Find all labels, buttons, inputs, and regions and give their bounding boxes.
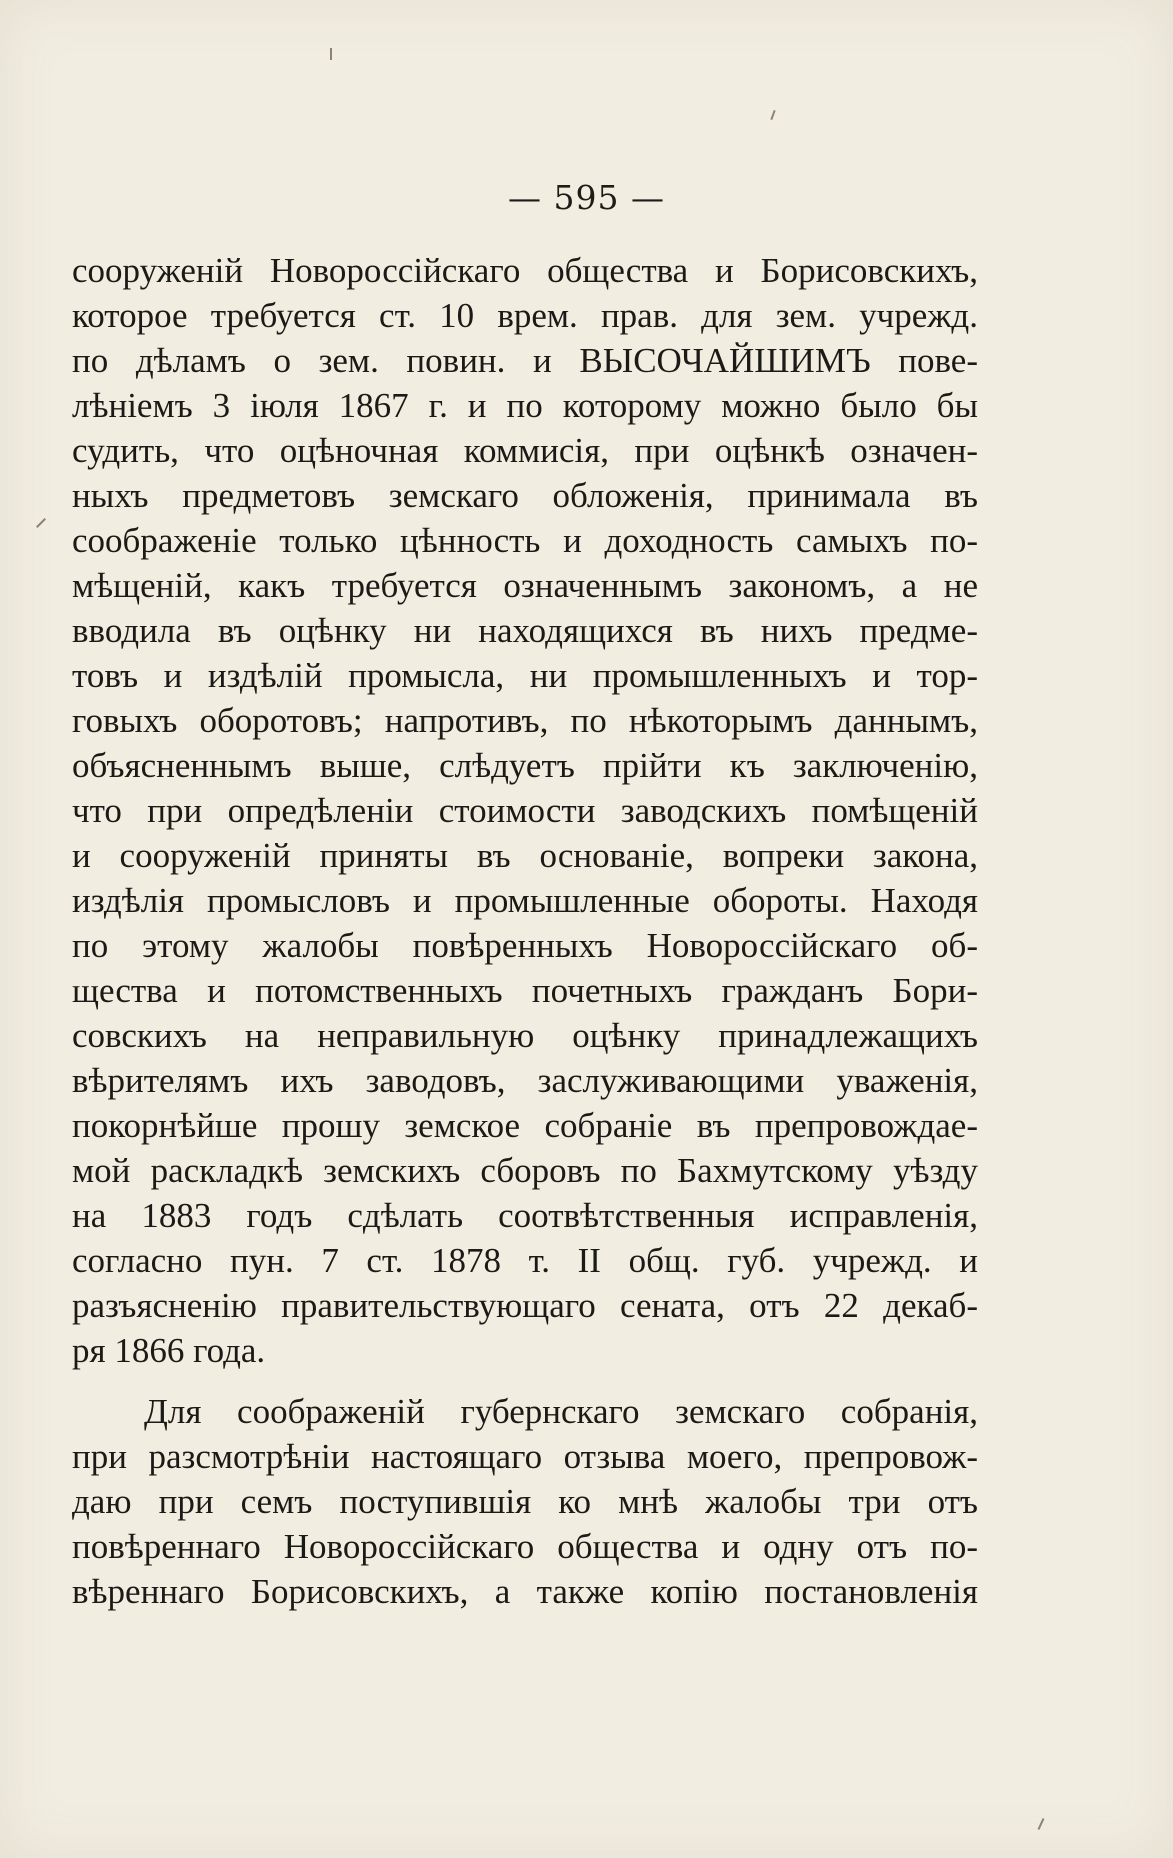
text-line: по дѣламъ о зем. повин. и ВЫСОЧАЙШИМЪ пове- bbox=[72, 341, 978, 380]
text-line: судить, что оцѣночная коммисія, при оцѣнкѣ означен- bbox=[72, 431, 978, 470]
stray-mark bbox=[770, 110, 775, 120]
stray-mark bbox=[1038, 1818, 1045, 1830]
paragraph-2 bbox=[72, 1389, 978, 1614]
text-line: которое требуется ст. 10 врем. прав. для зем. учрежд. bbox=[72, 296, 978, 335]
text-line: при разсмотрѣніи настоящаго отзыва моего, препровож- bbox=[72, 1437, 978, 1476]
stray-mark bbox=[330, 48, 332, 60]
body-text bbox=[72, 248, 978, 1614]
text-line: и сооруженій приняты въ основаніе, вопреки закона, bbox=[72, 836, 978, 875]
text-line: повѣреннаго Новороссійскаго общества и одну отъ по- bbox=[72, 1527, 978, 1566]
text-line: лѣніемъ 3 іюля 1867 г. и по которому можно было бы bbox=[72, 386, 978, 425]
text-line: мѣщеній, какъ требуется означеннымъ закономъ, а не bbox=[72, 566, 978, 605]
page-number: — 595 — bbox=[508, 178, 665, 217]
text-line: что при опредѣленіи стоимости заводскихъ помѣщеній bbox=[72, 791, 978, 830]
text-line: даю при семъ поступившія ко мнѣ жалобы три отъ bbox=[72, 1482, 978, 1521]
text-line: говыхъ оборотовъ; напротивъ, по нѣкоторымъ даннымъ, bbox=[72, 701, 978, 740]
text-line: ря 1866 года. bbox=[72, 1331, 266, 1370]
text-line: совскихъ на неправильную оцѣнку принадлежащихъ bbox=[72, 1016, 978, 1055]
text-line: объясненнымъ выше, слѣдуетъ прійти къ заключенію, bbox=[72, 746, 978, 785]
text-line: вводила въ оцѣнку ни находящихся въ нихъ предме- bbox=[72, 611, 978, 650]
text-line: щества и потомственныхъ почетныхъ гражданъ Бори- bbox=[72, 971, 978, 1010]
text-line: мой раскладкѣ земскихъ сборовъ по Бахмутскому уѣзду bbox=[72, 1151, 978, 1190]
text-line: соображеніе только цѣнность и доходность самыхъ по- bbox=[72, 521, 978, 560]
text-line: согласно пун. 7 ст. 1878 т. II общ. губ. учрежд. и bbox=[72, 1241, 978, 1280]
text-line: Для соображеній губернскаго земскаго собранія, bbox=[144, 1392, 978, 1431]
text-line: издѣлія промысловъ и промышленные обороты. Находя bbox=[72, 881, 978, 920]
text-line: по этому жалобы повѣренныхъ Новороссійскаго об- bbox=[72, 926, 978, 965]
text-line: товъ и издѣлій промысла, ни промышленныхъ и тор- bbox=[72, 656, 978, 695]
stray-mark bbox=[36, 518, 46, 528]
paragraph-gap bbox=[72, 1373, 978, 1389]
text-line: сооруженій Новороссійскаго общества и Борисовскихъ, bbox=[72, 251, 978, 290]
text-line: ныхъ предметовъ земскаго обложенія, принимала въ bbox=[72, 476, 978, 515]
text-line: на 1883 годъ сдѣлать соотвѣтственныя исправленія, bbox=[72, 1196, 978, 1235]
text-line: разъясненію правительствующаго сената, отъ 22 декаб- bbox=[72, 1286, 978, 1325]
paragraph-1 bbox=[72, 248, 978, 1373]
text-line: покорнѣйше прошу земское собраніе въ препровождае- bbox=[72, 1106, 978, 1145]
text-line: вѣреннаго Борисовскихъ, а также копію постановленія bbox=[72, 1572, 978, 1611]
text-line: вѣрителямъ ихъ заводовъ, заслуживающими уваженія, bbox=[72, 1061, 978, 1100]
